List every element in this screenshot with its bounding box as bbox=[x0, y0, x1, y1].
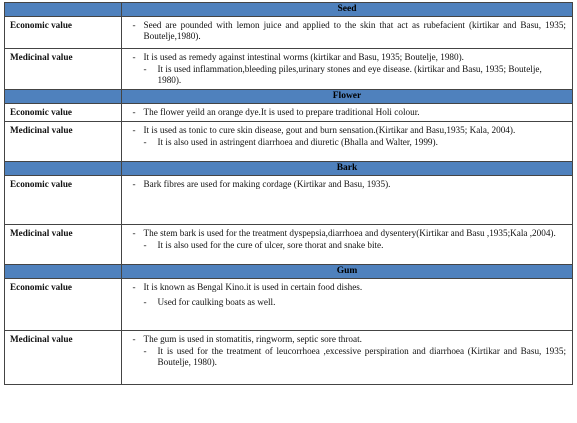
table-row bbox=[5, 225, 573, 265]
list-item: Used for caulking boats as well. bbox=[157, 297, 276, 307]
dash-marker: - bbox=[122, 49, 136, 90]
row-content bbox=[136, 225, 573, 265]
table-row bbox=[5, 176, 573, 225]
list-item: It is used as remedy against intestinal worms (kirtikar and Basu, 1935; Boutelje, 1980). bbox=[143, 52, 464, 62]
list-item: It is also used in astringent diarrhoea and diuretic (Bhalla and Walter, 1999). bbox=[157, 137, 438, 147]
list-item: The stem bark is used for the treatment dyspepsia,diarrhoea and dysentery(Kirtikar and Basu ,1935;Kala ,2004). bbox=[143, 228, 556, 238]
dash-marker: - bbox=[122, 225, 136, 265]
bullet: - bbox=[143, 240, 147, 250]
dash-marker: - bbox=[122, 17, 136, 49]
list-item: It is also used for the cure of ulcer, sore thorat and snake bite. bbox=[157, 240, 384, 250]
row-content bbox=[136, 49, 573, 90]
list-item: The flower yeild an orange dye.It is used to prepare traditional Holi colour. bbox=[143, 107, 420, 117]
row-content bbox=[136, 104, 573, 122]
section-header-flower bbox=[5, 90, 573, 104]
dash-marker: - bbox=[122, 331, 136, 385]
section-header-seed bbox=[5, 3, 573, 17]
list-item: It is known as Bengal Kino.it is used in certain food dishes. bbox=[143, 282, 363, 292]
row-label: Medicinal value bbox=[5, 331, 122, 385]
list-item: It is used as tonic to cure skin disease, gout and burn sensation.(Kirtikar and Basu,1935; Kala, 2004). bbox=[143, 125, 516, 135]
table-row bbox=[5, 104, 573, 122]
list-item: It is used inflammation,bleeding piles,urinary stones and eye disease. (kirtikar and Basu, 1935; Boutelje, 1980). bbox=[157, 64, 542, 85]
section-header-gum bbox=[5, 265, 573, 279]
section-title: Gum bbox=[122, 265, 573, 279]
section-title: Flower bbox=[122, 90, 573, 104]
row-label: Medicinal value bbox=[5, 49, 122, 90]
row-label: Medicinal value bbox=[5, 225, 122, 265]
row-label: Economic value bbox=[5, 104, 122, 122]
row-content bbox=[136, 17, 573, 49]
table-row bbox=[5, 49, 573, 90]
row-content bbox=[136, 122, 573, 162]
table-row bbox=[5, 122, 573, 162]
row-content bbox=[136, 279, 573, 331]
row-label: Economic value bbox=[5, 176, 122, 225]
list-item: Bark fibres are used for making cordage (Kirtikar and Basu, 1935). bbox=[143, 179, 391, 189]
table-row bbox=[5, 279, 573, 331]
dash-marker: - bbox=[122, 104, 136, 122]
bullet: - bbox=[143, 346, 147, 356]
dash-marker: - bbox=[122, 122, 136, 162]
bullet: - bbox=[143, 137, 147, 147]
list-item: Seed are pounded with lemon juice and applied to the skin that act as rubefacient (kirtikar and Basu, 1935; Boutelje,1980). bbox=[143, 20, 566, 41]
row-content bbox=[136, 176, 573, 225]
dash-marker: - bbox=[122, 279, 136, 331]
section-title: Bark bbox=[122, 162, 573, 176]
section-header-bark bbox=[5, 162, 573, 176]
row-content bbox=[136, 331, 573, 385]
uses-table bbox=[4, 2, 573, 385]
row-label: Medicinal value bbox=[5, 122, 122, 162]
section-title: Seed bbox=[122, 3, 573, 17]
table-row bbox=[5, 331, 573, 385]
dash-marker: - bbox=[122, 176, 136, 225]
row-label: Economic value bbox=[5, 279, 122, 331]
bullet: - bbox=[143, 64, 147, 74]
list-item: The gum is used in stomatitis, ringworm, septic sore throat. bbox=[143, 334, 362, 344]
table-row bbox=[5, 17, 573, 49]
list-item: It is used for the treatment of leucorrhoea ,excessive perspiration and diarrhoea (Kirtikar and Basu, 1935; Boutelje, 1980). bbox=[157, 346, 566, 367]
row-label: Economic value bbox=[5, 17, 122, 49]
bullet: - bbox=[143, 297, 147, 307]
